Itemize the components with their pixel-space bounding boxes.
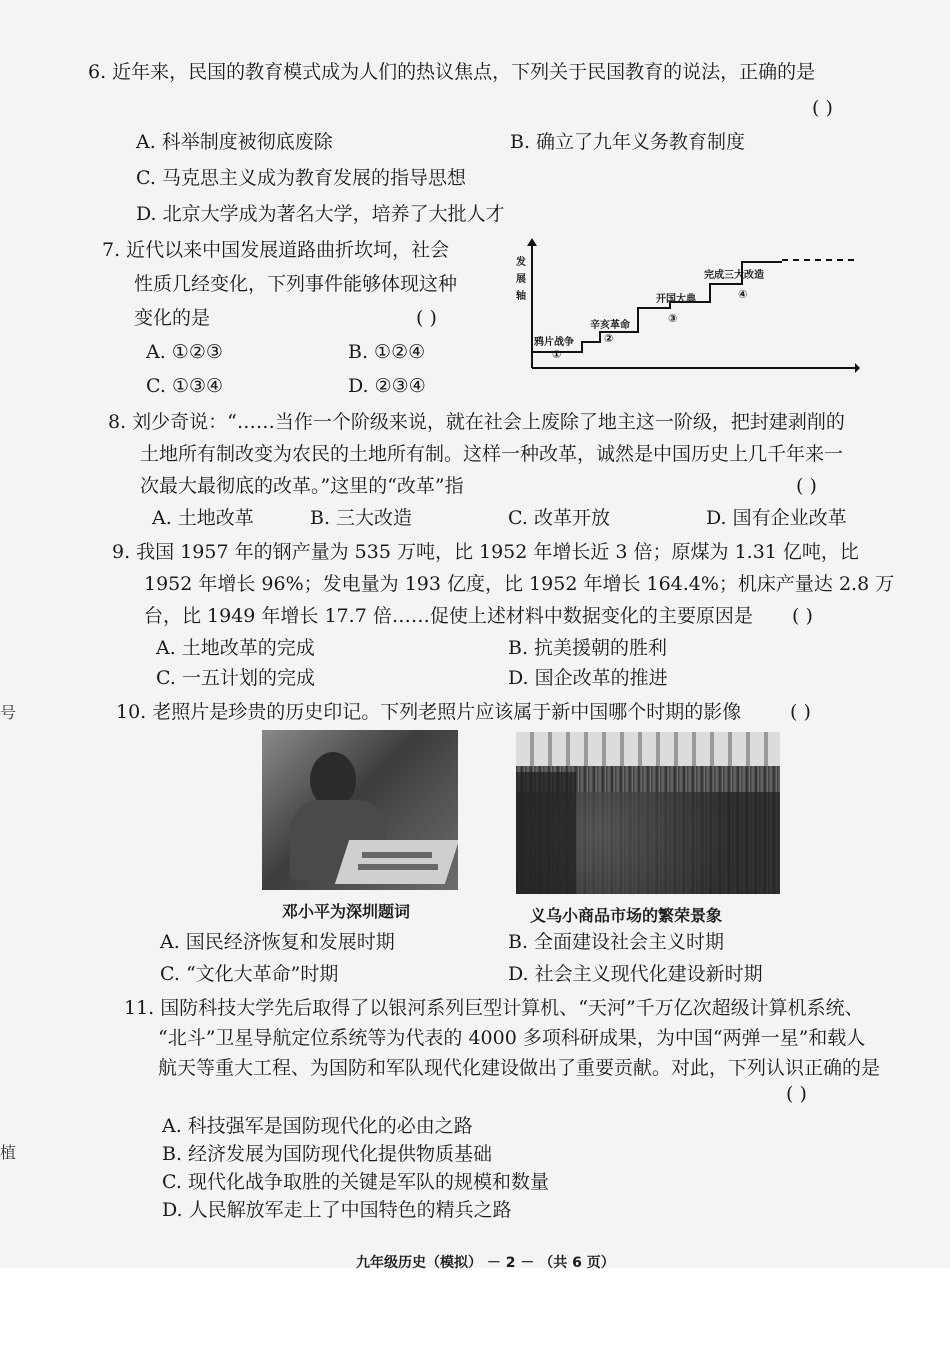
photo-deng-xiaoping-inscription <box>262 730 458 890</box>
step-label-founding-ceremony: 开国大典 <box>656 294 696 305</box>
q11-bracket: ( ) <box>786 1083 807 1105</box>
q7-stem-line2: 性质几经变化，下列事件能够体现这种 <box>134 273 458 295</box>
step-num-1: ① <box>552 348 562 361</box>
q10-option-b: B. 全面建设社会主义时期 <box>508 931 725 953</box>
q9-stem-line3: 台，比 1949 年增长 17.7 倍……促使上述材料中数据变化的主要原因是 <box>144 605 753 627</box>
page-footer: 九年级历史（模拟） － 2 － （共 6 页） <box>356 1255 615 1271</box>
q6-option-d: D. 北京大学成为著名大学，培养了大批人才 <box>136 203 505 225</box>
q11-option-b: B. 经济发展为国防现代化提供物质基础 <box>162 1143 493 1165</box>
q10-option-a: A. 国民经济恢复和发展时期 <box>160 931 395 953</box>
q11-stem-line2: “北斗”卫星导航定位系统等为代表的 4000 多项科研成果，为中国“两弹一星”和载人 <box>158 1027 866 1049</box>
q9-option-c: C. 一五计划的完成 <box>156 667 315 689</box>
q10-stem: 10. 老照片是珍贵的历史印记。下列老照片应该属于新中国哪个时期的影像 <box>116 701 742 723</box>
q9-stem-line1: 9. 我国 1957 年的钢产量为 535 万吨，比 1952 年增长近 3 倍；原煤为 1.31 亿吨，比 <box>112 541 859 563</box>
q8-stem-line1: 8. 刘少奇说：“……当作一个阶级来说，就在社会上废除了地主这一阶级，把封建剥削的 <box>108 411 845 433</box>
development-staircase-diagram <box>510 236 860 376</box>
photo-caption-2: 义乌小商品市场的繁荣景象 <box>530 906 723 925</box>
q11-stem-line3: 航天等重大工程、为国防和军队现代化建设做出了重要贡献。对此，下列认识正确的是 <box>158 1057 881 1079</box>
q10-option-d: D. 社会主义现代化建设新时期 <box>508 963 763 985</box>
q7-option-c: C. ①③④ <box>146 375 224 397</box>
step-num-4: ④ <box>738 288 748 301</box>
q9-option-b: B. 抗美援朝的胜利 <box>508 637 668 659</box>
photo-yiwu-market <box>516 732 780 894</box>
margin-fragment-2: 植 <box>0 1143 17 1162</box>
photo-caption-1: 邓小平为深圳题词 <box>282 902 411 921</box>
q7-stem-line1: 7. 近代以来中国发展道路曲折坎坷，社会 <box>102 239 450 261</box>
q11-stem-line1: 11. 国防科技大学先后取得了以银河系列巨型计算机、“天河”千万亿次超级计算机系统、 <box>124 997 864 1019</box>
q8-bracket: ( ) <box>796 475 817 497</box>
q8-stem-line3: 次最大最彻底的改革。”这里的“改革”指 <box>140 475 464 497</box>
q10-bracket: ( ) <box>790 701 811 723</box>
q9-stem-line2: 1952 年增长 96%；发电量为 193 亿度，比 1952 年增长 164.4%；机床产量达 2.8 万 <box>144 573 895 595</box>
q11-option-d: D. 人民解放军走上了中国特色的精兵之路 <box>162 1199 512 1221</box>
margin-fragment-1: 号 <box>0 703 17 722</box>
q6-option-b: B. 确立了九年义务教育制度 <box>510 131 746 153</box>
q7-stem-line3: 变化的是 <box>134 307 211 329</box>
step-label-opium-war: 鸦片战争 <box>534 337 574 348</box>
q11-option-a: A. 科技强军是国防现代化的必由之路 <box>162 1115 473 1137</box>
q8-option-c: C. 改革开放 <box>508 507 610 529</box>
q7-bracket: ( ) <box>416 307 437 329</box>
q11-option-c: C. 现代化战争取胜的关键是军队的规模和数量 <box>162 1171 549 1193</box>
step-label-xinhai-revolution: 辛亥革命 <box>590 320 630 331</box>
q6-option-c: C. 马克思主义成为教育发展的指导思想 <box>136 167 466 189</box>
axis-label-development: 发展轴 <box>516 257 526 302</box>
q7-option-d: D. ②③④ <box>348 375 426 397</box>
q9-option-d: D. 国企改革的推进 <box>508 667 668 689</box>
q8-stem-line2: 土地所有制改变为农民的土地所有制。这样一种改革，诚然是中国历史上几千年来一 <box>140 443 844 465</box>
step-num-3: ③ <box>668 312 678 325</box>
q8-option-b: B. 三大改造 <box>310 507 413 529</box>
x-axis-arrow <box>855 363 860 373</box>
step-label-three-transformations: 完成三大改造 <box>704 270 764 281</box>
q9-bracket: ( ) <box>792 605 813 627</box>
q7-option-b: B. ①②④ <box>348 341 426 363</box>
q8-option-d: D. 国有企业改革 <box>706 507 847 529</box>
q6-bracket: ( ) <box>812 97 833 119</box>
q9-option-a: A. 土地改革的完成 <box>156 637 315 659</box>
q10-option-c: C. “文化大革命”时期 <box>160 963 339 985</box>
q7-option-a: A. ①②③ <box>146 341 223 363</box>
step-num-2: ② <box>604 332 614 345</box>
q8-option-a: A. 土地改革 <box>152 507 254 529</box>
y-axis-arrow <box>527 238 537 246</box>
q6-option-a: A. 科举制度被彻底废除 <box>136 131 333 153</box>
q6-stem: 6. 近年来，民国的教育模式成为人们的热议焦点，下列关于民国教育的说法，正确的是 <box>88 61 816 83</box>
